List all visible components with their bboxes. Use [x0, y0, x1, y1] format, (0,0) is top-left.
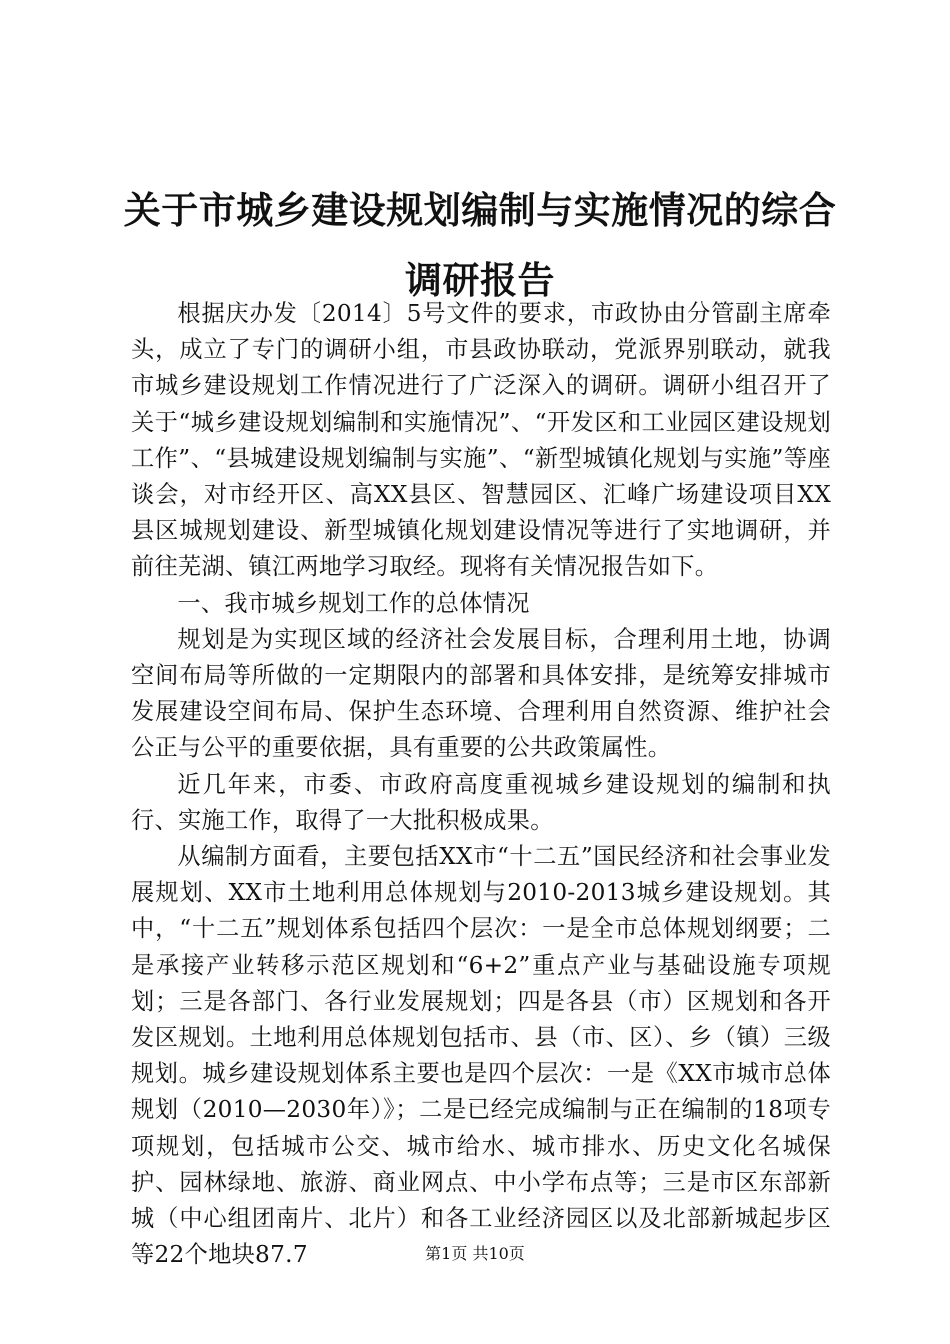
paragraph-intro: 根据庆办发〔2014〕5号文件的要求，市政协由分管副主席牵头，成立了专门的调研小组，市县政协联动，党派界别联动，就我市城乡建设规划工作情况进行了广泛深入的调研。调研小组召开了关于“城乡建设规划编制和实施情况”、“开发区和工业园区建设规划工作”、“县城建设规划编制与实施”、“新型城镇化规划与实施”等座谈会，对市经开区、高XX县区、智慧园区、汇峰广场建设项目XX县区城规划建设、新型城镇化规划建设情况等进行了实地调研，并前往芜湖、镇江两地学习取经。现将有关情况报告如下。	[131, 300, 831, 581]
page-number-footer: 第1页 共10页	[425, 1244, 525, 1263]
paragraph-recent-years: 近几年来，市委、市政府高度重视城乡建设规划的编制和执行、实施工作，取得了一大批积极成果。	[131, 770, 831, 834]
document-title: 关于市城乡建设规划编制与实施情况的综合调研报告	[123, 189, 837, 302]
document-body	[131, 296, 831, 1273]
section-heading-1: 一、我市城乡规划工作的总体情况	[177, 589, 530, 617]
paragraph-planning-definition: 规划是为实现区域的经济社会发展目标，合理利用土地，协调空间布局等所做的一定期限内的部署和具体安排，是统筹安排城市发展建设空间布局、保护生态环境、合理利用自然资源、维护社会公正与公平的重要依据，具有重要的公共政策属性。	[131, 625, 831, 762]
paragraph-compilation: 从编制方面看，主要包括XX市“十二五”国民经济和社会事业发展规划、XX市土地利用总体规划与2010-2013城乡建设规划。其中，“十二五”规划体系包括四个层次：一是全市总体规划纲要；二是承接产业转移示范区规划和“6+2”重点产业与基础设施专项规划；三是各部门、各行业发展规划；四是各县（市）区规划和各开发区规划。土地利用总体规划包括市、县（市、区）、乡（镇）三级规划。城乡建设规划体系主要也是四个层次：一是《XX市城市总体规划（2010—2030年）》；二是已经完成编制与正在编制的18项专项规划，包括城市公交、城市给水、城市排水、历史文化名城保护、园林绿地、旅游、商业网点、中小学布点等；三是市区东部新城（中心组团南片、北片）和各工业经济园区以及北部新城起步区等22个地块87.7	[131, 843, 831, 1269]
